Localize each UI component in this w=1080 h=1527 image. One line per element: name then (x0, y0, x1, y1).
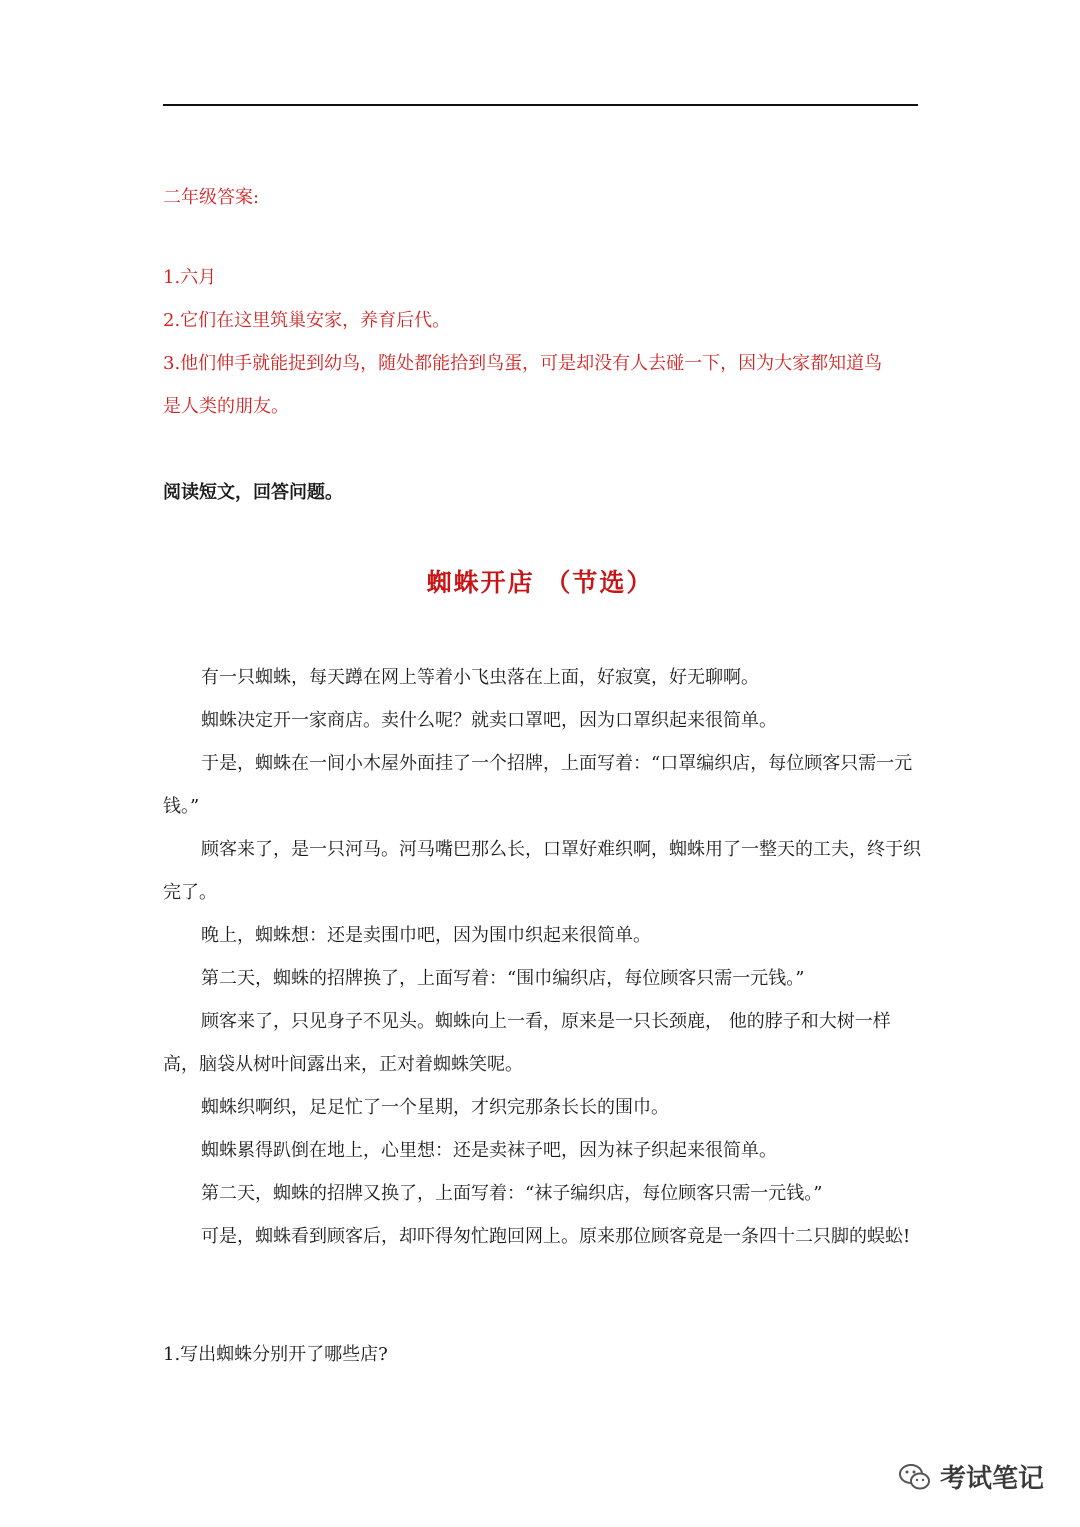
story-paragraph: 蜘蛛织啊织，足足忙了一个星期，才织完那条长长的围巾。 (201, 1097, 669, 1118)
story-paragraph: 顾客来了，是一只河马。河马嘴巴那么长，口罩好难织啊，蜘蛛用了一整天的工夫，终于织完了。 (163, 839, 921, 903)
story-paragraph: 蜘蛛累得趴倒在地上，心里想：还是卖袜子吧，因为袜子织起来很简单。 (201, 1140, 777, 1161)
story-paragraph: 晚上，蜘蛛想：还是卖围巾吧，因为围巾织起来很简单。 (201, 925, 651, 946)
answer-item-3: 3.他们伸手就能捉到幼鸟，随处都能拾到鸟蛋，可是却没有人去碰一下，因为大家都知道鸟 (163, 353, 883, 374)
story-paragraph: 有一只蜘蛛，每天蹲在网上等着小飞虫落在上面，好寂寞，好无聊啊。 (201, 667, 759, 688)
story-paragraph: 蜘蛛决定开一家商店。卖什么呢？就卖口罩吧，因为口罩织起来很简单。 (201, 710, 777, 731)
answer-list (163, 256, 923, 428)
watermark-text: 考试笔记 (940, 1464, 1045, 1494)
answer-item-2: 2.它们在这里筑巢安家，养育后代。 (163, 310, 451, 331)
story-paragraph: 可是，蜘蛛看到顾客后，却吓得匆忙跑回网上。原来那位顾客竟是一条四十二只脚的蜈蚣! (201, 1226, 911, 1247)
story-body (163, 656, 923, 1258)
story-paragraph: 于是，蜘蛛在一间小木屋外面挂了一个招牌，上面写着：“口罩编织店，每位顾客只需一元钱。” (163, 753, 913, 817)
wechat-icon (898, 1462, 932, 1492)
story-paragraph: 第二天，蜘蛛的招牌换了，上面写着：“围巾编织店，每位顾客只需一元钱。” (201, 968, 805, 989)
story-paragraph: 第二天，蜘蛛的招牌又换了，上面写着：“袜子编织店，每位顾客只需一元钱。” (201, 1183, 823, 1204)
answer-header: 二年级答案: (163, 187, 260, 208)
answer-item-3-cont: 是人类的朋友。 (163, 396, 289, 417)
story-paragraph: 顾客来了，只见身子不见头。蜘蛛向上一看，原来是一只长颈鹿， 他的脖子和大树一样高，脑袋从树叶间露出来，正对着蜘蛛笑呢。 (163, 1011, 891, 1075)
question-1: 1.写出蜘蛛分别开了哪些店? (163, 1344, 388, 1365)
reading-instruction: 阅读短文，回答问题。 (163, 482, 343, 503)
watermark (898, 1458, 1044, 1495)
top-divider (163, 104, 918, 106)
answer-item-1: 1.六月 (163, 267, 217, 288)
story-title: 蜘蛛开店 （节选） (426, 568, 654, 597)
